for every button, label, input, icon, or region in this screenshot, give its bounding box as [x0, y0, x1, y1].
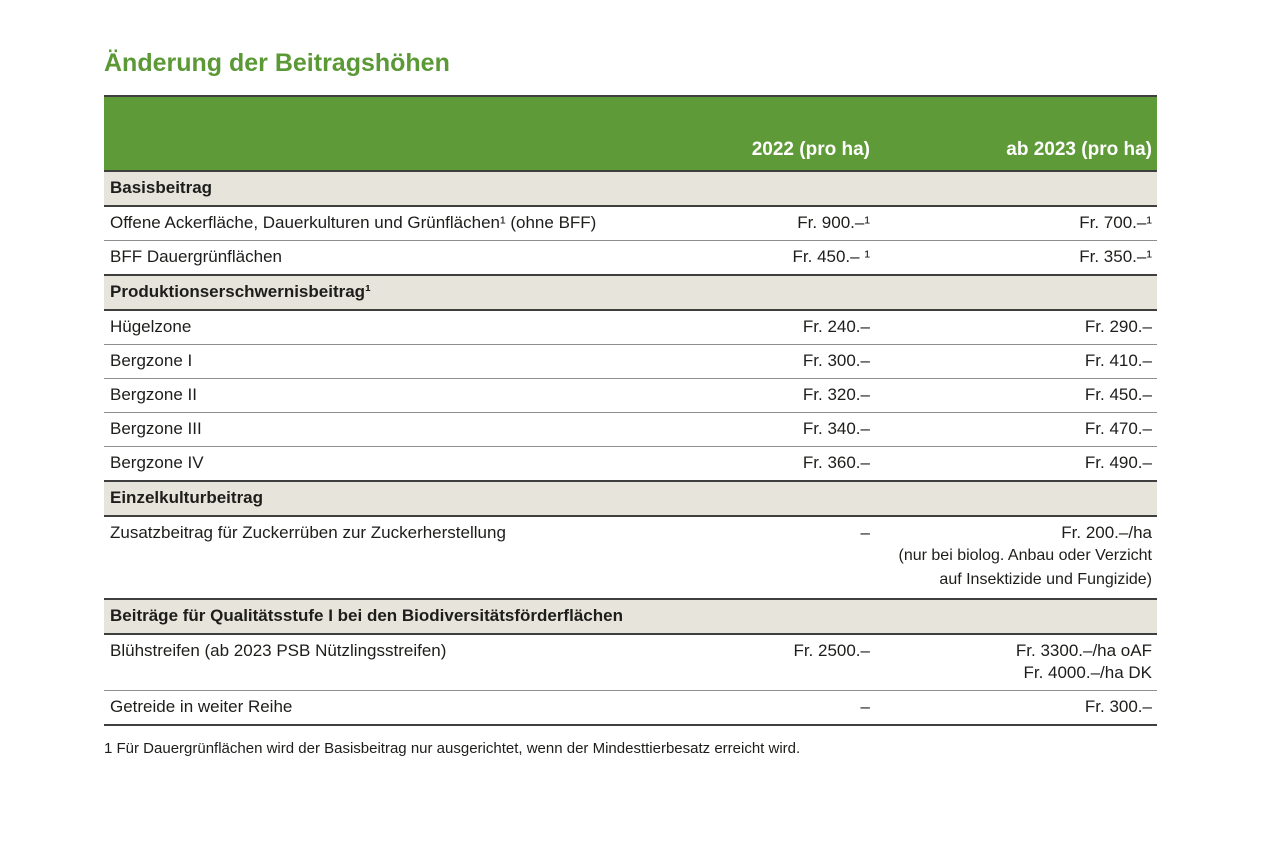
- value-2023-line: Fr. 450.–: [1084, 385, 1152, 404]
- value-2023-line: Fr. 290.–: [1084, 317, 1152, 336]
- value-2022: Fr. 300.–: [802, 351, 870, 370]
- row-label: Getreide in weiter Reihe: [110, 697, 293, 716]
- value-2022: Fr. 360.–: [802, 453, 870, 472]
- table-row: [104, 635, 1157, 691]
- value-2022: –: [860, 523, 870, 542]
- value-2022: –: [860, 697, 870, 716]
- value-2023: [870, 350, 1157, 372]
- table-row: [104, 345, 1157, 379]
- table-row: [104, 379, 1157, 413]
- row-label: Hügelzone: [110, 317, 192, 336]
- row-label: Bergzone II: [110, 385, 197, 404]
- table-row: [104, 691, 1157, 726]
- value-2023-note-line: auf Insektizide und Fungizide): [939, 571, 1152, 588]
- value-2023: [870, 246, 1157, 268]
- footnote: 1 Für Dauergrünflächen wird der Basisbeitrag nur ausgerichtet, wenn der Mindesttierbesatz erreicht wird.: [104, 740, 801, 757]
- value-2022: Fr. 320.–: [802, 385, 870, 404]
- value-2023: [870, 522, 1157, 592]
- section-row: [104, 600, 1157, 635]
- value-2022: Fr. 240.–: [802, 317, 870, 336]
- value-2022: Fr. 900.–¹: [797, 213, 870, 232]
- row-label: Zusatzbeitrag für Zuckerrüben zur Zuckerherstellung: [110, 523, 506, 542]
- value-2022: Fr. 450.– ¹: [792, 247, 870, 266]
- row-label: Bergzone IV: [110, 453, 204, 472]
- table-row: [104, 517, 1157, 600]
- table-row: [104, 207, 1157, 241]
- value-2023-line: Fr. 200.–/ha: [1061, 523, 1152, 542]
- table-header: [104, 97, 1157, 172]
- value-2023-line: Fr. 470.–: [1084, 419, 1152, 438]
- value-2022: Fr. 2500.–: [793, 641, 870, 660]
- section-row: [104, 482, 1157, 517]
- section-row: [104, 172, 1157, 207]
- value-2023: [870, 696, 1157, 718]
- value-2023: [870, 212, 1157, 234]
- value-2022: Fr. 340.–: [802, 419, 870, 438]
- row-label: Blühstreifen (ab 2023 PSB Nützlingsstreifen): [110, 641, 447, 660]
- section-row: [104, 276, 1157, 311]
- table-row: [104, 241, 1157, 276]
- value-2023-line: Fr. 700.–¹: [1079, 213, 1152, 232]
- section-label: Produktionserschwernisbeitrag¹: [110, 282, 371, 301]
- column-header-2023: ab 2023 (pro ha): [1006, 139, 1152, 160]
- column-header-2022: 2022 (pro ha): [751, 139, 870, 160]
- row-label: Bergzone I: [110, 351, 193, 370]
- document: [104, 48, 1157, 758]
- value-2023-line: Fr. 410.–: [1084, 351, 1152, 370]
- value-2023-note-line: (nur bei biolog. Anbau oder Verzicht: [898, 547, 1152, 564]
- table-row: [104, 447, 1157, 482]
- value-2023-line: Fr. 490.–: [1084, 453, 1152, 472]
- page-title: Änderung der Beitragshöhen: [104, 49, 450, 77]
- section-label: Basisbeitrag: [110, 178, 213, 197]
- value-2023-line: Fr. 3300.–/ha oAF: [1015, 641, 1152, 660]
- section-label: Einzelkulturbeitrag: [110, 488, 264, 507]
- value-2023-line: Fr. 4000.–/ha DK: [1023, 663, 1152, 682]
- table-row: [104, 413, 1157, 447]
- value-2023: [870, 640, 1157, 684]
- contributions-table: [104, 95, 1157, 726]
- row-label: Bergzone III: [110, 419, 202, 438]
- value-2023: [870, 384, 1157, 406]
- row-label: BFF Dauergrünflächen: [110, 247, 282, 266]
- value-2023-line: Fr. 350.–¹: [1079, 247, 1152, 266]
- table-rows: [104, 172, 1157, 726]
- value-2023-line: Fr. 300.–: [1084, 697, 1152, 716]
- row-label: Offene Ackerfläche, Dauerkulturen und Grünflächen¹ (ohne BFF): [110, 213, 597, 232]
- table-row: [104, 311, 1157, 345]
- value-2023: [870, 418, 1157, 440]
- value-2023: [870, 316, 1157, 338]
- section-label: Beiträge für Qualitätsstufe I bei den Biodiversitätsförderflächen: [110, 606, 623, 625]
- value-2023: [870, 452, 1157, 474]
